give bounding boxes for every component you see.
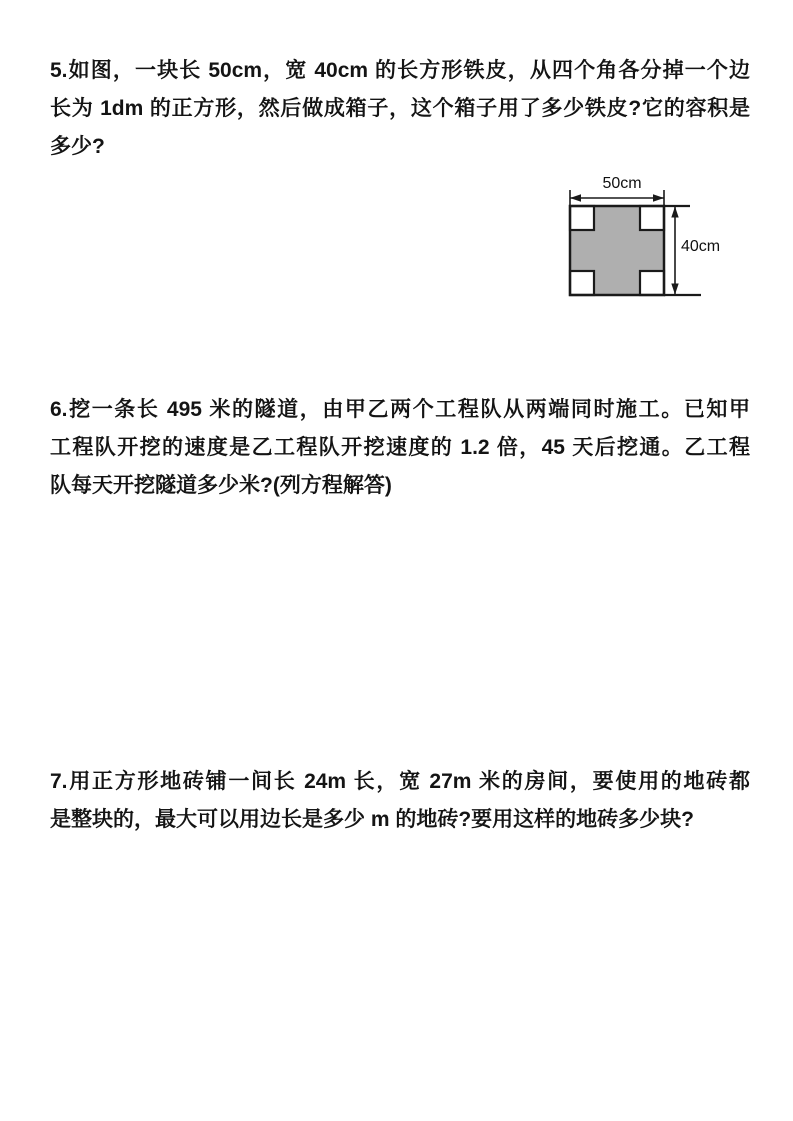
problem-6-line-1: 6.挖一条长 495 米的隧道，由甲乙两个工程队从两端同时施工。已知甲 xyxy=(50,398,750,421)
cutout-square-bottom-left xyxy=(570,271,594,295)
cutout-square-top-right xyxy=(640,206,664,230)
problem-5-line-3: 多少? xyxy=(50,135,105,158)
height-dimension-label: 40cm xyxy=(681,238,721,255)
problem-6-line-3: 队每天开挖隧道多少米?(列方程解答) xyxy=(50,474,392,497)
sheet-cross-vertical-bar xyxy=(594,206,640,295)
problem-6 xyxy=(50,391,750,505)
problem-5 xyxy=(50,52,750,166)
cutout-square-top-left xyxy=(570,206,594,230)
metal-sheet-diagram xyxy=(560,175,738,310)
width-dimension-right-arrow-icon xyxy=(653,194,664,202)
problem-7 xyxy=(50,763,750,839)
problem-5-line-2: 长为 1dm 的正方形，然后做成箱子，这个箱子用了多少铁皮?它的容积是 xyxy=(50,97,750,120)
problem-6-line-2: 工程队开挖的速度是乙工程队开挖速度的 1.2 倍，45 天后挖通。乙工程 xyxy=(50,436,750,459)
problem-7-line-2: 是整块的，最大可以用边长是多少 m 的地砖?要用这样的地砖多少块? xyxy=(50,808,694,831)
height-dimension-bottom-arrow-icon xyxy=(671,284,678,295)
width-dimension-left-arrow-icon xyxy=(570,194,581,202)
problem-5-line-1: 5.如图，一块长 50cm，宽 40cm 的长方形铁皮，从四个角各分掉一个边 xyxy=(50,59,750,82)
problem-7-line-1: 7.用正方形地砖铺一间长 24m 长，宽 27m 米的房间，要使用的地砖都 xyxy=(50,770,750,793)
width-dimension-label: 50cm xyxy=(602,175,642,192)
cutout-square-bottom-right xyxy=(640,271,664,295)
height-dimension-top-arrow-icon xyxy=(671,207,678,218)
